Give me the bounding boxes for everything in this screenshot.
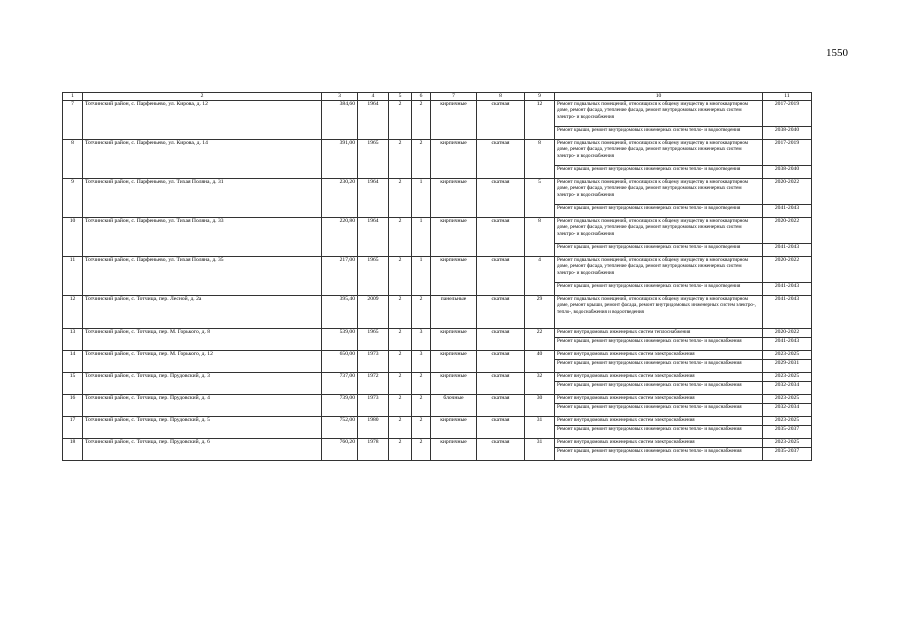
- work-period: 2041-2043: [763, 204, 812, 217]
- work-period: 2041-2043: [763, 282, 812, 295]
- table-row: [63, 372, 812, 381]
- house-address: Тотчинский район, с. Тотчица, пер. Лесной, д. 2а: [83, 295, 322, 328]
- work-description: Ремонт внутридомовых инженерных систем электроснабжения: [555, 394, 763, 403]
- work-description: Ремонт крыши, ремонт внутридомовых инженерных систем тепло- и водоснабжения: [555, 381, 763, 394]
- table-row: [63, 256, 812, 282]
- floors-count: 2: [389, 139, 412, 178]
- house-address: Тотчинский район, с. Парфеньево, ул. Тихая Поляна, д. 35: [83, 256, 322, 295]
- floors-count: 2: [389, 100, 412, 139]
- work-period: 2020-2022: [763, 217, 812, 243]
- house-address: Тотчинский район, с. Тотчица, пер. Прудовский, д. 6: [83, 438, 322, 460]
- work-description: Ремонт подвальных помещений, относящихся к общему имуществу в многоквартирном доме, ремонт фасада, утепление фасада, ремонт внутридомовых инженерных систем электро- и водоснабжения: [555, 256, 763, 282]
- wall-material: блочные: [431, 394, 477, 416]
- work-period: 2029-2031: [763, 359, 812, 372]
- work-period: 2041-2043: [763, 337, 812, 350]
- table-row: [63, 100, 812, 126]
- house-area: 217,00: [322, 256, 358, 295]
- house-area: 737,00: [322, 372, 358, 394]
- house-area: 384,60: [322, 100, 358, 139]
- house-area: 752,00: [322, 416, 358, 438]
- column-number: 3: [322, 93, 358, 101]
- roof-type: скатная: [477, 295, 525, 328]
- table-row: [63, 350, 812, 359]
- wall-material: кирпичные: [431, 256, 477, 295]
- work-period: 2023-2025: [763, 350, 812, 359]
- column-number: 7: [431, 93, 477, 101]
- roof-type: скатная: [477, 100, 525, 139]
- apartments-count: 32: [525, 372, 555, 394]
- wall-material: кирпичные: [431, 372, 477, 394]
- row-number: 13: [63, 328, 83, 350]
- apartments-count: 4: [525, 256, 555, 295]
- apartments-count: 30: [525, 394, 555, 416]
- work-period: 2017-2019: [763, 139, 812, 165]
- entrances-count: 3: [412, 328, 431, 350]
- house-area: 539,00: [322, 328, 358, 350]
- floors-count: 2: [389, 350, 412, 372]
- roof-type: скатная: [477, 139, 525, 178]
- work-description: Ремонт подвальных помещений, относящихся к общему имуществу в многоквартирном доме, ремонт фасада, утепление фасада, ремонт внутридомовых инженерных систем электро- и водоснабжения: [555, 100, 763, 126]
- house-area: 391,00: [322, 139, 358, 178]
- row-number: 15: [63, 372, 83, 394]
- row-number: 10: [63, 217, 83, 256]
- apartments-count: 40: [525, 350, 555, 372]
- house-area: 760,20: [322, 438, 358, 460]
- work-period: 2041-2043: [763, 243, 812, 256]
- column-number: 5: [389, 93, 412, 101]
- entrances-count: 2: [412, 100, 431, 139]
- house-area: 739,00: [322, 394, 358, 416]
- work-description: Ремонт крыши, ремонт внутридомовых инженерных систем тепло- и водоотведения: [555, 243, 763, 256]
- work-description: Ремонт крыши, ремонт внутридомовых инженерных систем тепло- и водоотведения: [555, 165, 763, 178]
- work-description: Ремонт крыши, ремонт внутридомовых инженерных систем тепло- и водоснабжения: [555, 447, 763, 460]
- column-number: 6: [412, 93, 431, 101]
- work-description: Ремонт крыши, ремонт внутридомовых инженерных систем тепло- и водоотведения: [555, 204, 763, 217]
- wall-material: кирпичные: [431, 217, 477, 256]
- build-year: 1980: [358, 416, 389, 438]
- wall-material: кирпичные: [431, 178, 477, 217]
- table-body: [63, 93, 812, 461]
- work-period: 2020-2022: [763, 328, 812, 337]
- table-row: [63, 416, 812, 425]
- apartments-count: 12: [525, 100, 555, 139]
- build-year: 1973: [358, 350, 389, 372]
- house-address: Тотчинский район, с. Тотчица, пер. Прудовский, д. 5: [83, 416, 322, 438]
- work-description: Ремонт подвальных помещений, относящихся к общему имуществу в многоквартирном доме, ремонт крыши, ремонт фасада, ремонт внутридомовых инженерных систем электро-, тепло-, водоснабжения и водоотведения: [555, 295, 763, 328]
- floors-count: 2: [389, 416, 412, 438]
- table-row: [63, 178, 812, 204]
- column-number: 4: [358, 93, 389, 101]
- table-row: [63, 328, 812, 337]
- table-row: [63, 438, 812, 447]
- work-description: Ремонт крыши, ремонт внутридомовых инженерных систем тепло- и водоснабжения: [555, 337, 763, 350]
- wall-material: кирпичные: [431, 416, 477, 438]
- work-description: Ремонт крыши, ремонт внутридомовых инженерных систем тепло- и водоснабжения: [555, 403, 763, 416]
- build-year: 1965: [358, 328, 389, 350]
- roof-type: скатная: [477, 394, 525, 416]
- house-area: 650,00: [322, 350, 358, 372]
- column-number: 10: [555, 93, 763, 101]
- work-period: 2038-2040: [763, 126, 812, 139]
- work-period: 2038-2040: [763, 165, 812, 178]
- house-address: Тотчинский район, с. Тотчица, пер. М. Горького, д. 12: [83, 350, 322, 372]
- apartments-count: 22: [525, 328, 555, 350]
- build-year: 2009: [358, 295, 389, 328]
- work-description: Ремонт внутридомовых инженерных систем электроснабжения: [555, 350, 763, 359]
- work-description: Ремонт подвальных помещений, относящихся к общему имуществу в многоквартирном доме, ремонт фасада, утепление фасада, ремонт внутридомовых инженерных систем электро- и водоснабжения: [555, 217, 763, 243]
- work-description: Ремонт внутридомовых инженерных систем электроснабжения: [555, 438, 763, 447]
- floors-count: 2: [389, 372, 412, 394]
- house-area: 220,80: [322, 217, 358, 256]
- work-description: Ремонт внутридомовых инженерных систем теплоснабжения: [555, 328, 763, 337]
- wall-material: кирпичные: [431, 438, 477, 460]
- entrances-count: 2: [412, 394, 431, 416]
- work-period: 2023-2025: [763, 438, 812, 447]
- entrances-count: 1: [412, 256, 431, 295]
- work-period: 2020-2022: [763, 256, 812, 282]
- build-year: 1965: [358, 139, 389, 178]
- work-period: 2035-2037: [763, 425, 812, 438]
- work-description: Ремонт крыши, ремонт внутридомовых инженерных систем тепло- и водоснабжения: [555, 359, 763, 372]
- page-number: 1550: [826, 47, 848, 59]
- roof-type: скатная: [477, 178, 525, 217]
- house-address: Тотчинский район, с. Тотчица, пер. Прудовский, д. 4: [83, 394, 322, 416]
- column-number: 8: [477, 93, 525, 101]
- entrances-count: 2: [412, 438, 431, 460]
- entrances-count: 1: [412, 178, 431, 217]
- roof-type: скатная: [477, 416, 525, 438]
- floors-count: 2: [389, 217, 412, 256]
- apartments-count: 8: [525, 139, 555, 178]
- wall-material: панельные: [431, 295, 477, 328]
- table-row: [63, 139, 812, 165]
- work-description: Ремонт крыши, ремонт внутридомовых инженерных систем тепло- и водоотведения: [555, 126, 763, 139]
- build-year: 1973: [358, 394, 389, 416]
- row-number: 8: [63, 139, 83, 178]
- floors-count: 2: [389, 256, 412, 295]
- house-address: Тотчинский район, с. Парфеньево, ул. Кирова, д. 12: [83, 100, 322, 139]
- work-description: Ремонт внутридомовых инженерных систем электроснабжения: [555, 416, 763, 425]
- wall-material: кирпичные: [431, 350, 477, 372]
- work-period: 2023-2025: [763, 416, 812, 425]
- entrances-count: 2: [412, 139, 431, 178]
- work-description: Ремонт подвальных помещений, относящихся к общему имуществу в многоквартирном доме, ремонт фасада, утепление фасада, ремонт внутридомовых инженерных систем электро- и водоснабжения: [555, 139, 763, 165]
- entrances-count: 2: [412, 372, 431, 394]
- row-number: 11: [63, 256, 83, 295]
- build-year: 1964: [358, 100, 389, 139]
- work-period: 2032-2034: [763, 381, 812, 394]
- column-number: 9: [525, 93, 555, 101]
- roof-type: скатная: [477, 256, 525, 295]
- row-number: 17: [63, 416, 83, 438]
- house-address: Тотчинский район, с. Парфеньево, ул. Тихая Поляна, д. 31: [83, 178, 322, 217]
- wall-material: кирпичные: [431, 139, 477, 178]
- column-number: 1: [63, 93, 83, 101]
- house-address: Тотчинский район, с. Тотчица, пер. М. Горького, д. 8: [83, 328, 322, 350]
- table-row: [63, 295, 812, 328]
- work-description: Ремонт крыши, ремонт внутридомовых инженерных систем тепло- и водоотведения: [555, 282, 763, 295]
- table-row: [63, 394, 812, 403]
- floors-count: 2: [389, 295, 412, 328]
- wall-material: кирпичные: [431, 328, 477, 350]
- work-period: 2023-2025: [763, 372, 812, 381]
- entrances-count: 2: [412, 416, 431, 438]
- roof-type: скатная: [477, 438, 525, 460]
- column-number: 11: [763, 93, 812, 101]
- floors-count: 2: [389, 394, 412, 416]
- apartments-count: 29: [525, 295, 555, 328]
- roof-type: скатная: [477, 217, 525, 256]
- house-address: Тотчинский район, с. Тотчица, пер. Прудовский, д. 3: [83, 372, 322, 394]
- work-period: 2035-2037: [763, 447, 812, 460]
- row-number: 14: [63, 350, 83, 372]
- floors-count: 2: [389, 178, 412, 217]
- house-area: 395,40: [322, 295, 358, 328]
- work-period: 2020-2022: [763, 178, 812, 204]
- build-year: 1972: [358, 372, 389, 394]
- row-number: 7: [63, 100, 83, 139]
- row-number: 9: [63, 178, 83, 217]
- roof-type: скатная: [477, 372, 525, 394]
- apartments-count: 31: [525, 438, 555, 460]
- house-area: 230,20: [322, 178, 358, 217]
- build-year: 1965: [358, 256, 389, 295]
- entrances-count: 3: [412, 350, 431, 372]
- apartments-count: 31: [525, 416, 555, 438]
- floors-count: 2: [389, 438, 412, 460]
- housing-register-table: [62, 92, 812, 461]
- build-year: 1964: [358, 217, 389, 256]
- entrances-count: 1: [412, 217, 431, 256]
- work-description: Ремонт крыши, ремонт внутридомовых инженерных систем тепло- и водоснабжения: [555, 425, 763, 438]
- roof-type: скатная: [477, 350, 525, 372]
- entrances-count: 2: [412, 295, 431, 328]
- table-row: [63, 217, 812, 243]
- build-year: 1978: [358, 438, 389, 460]
- build-year: 1964: [358, 178, 389, 217]
- apartments-count: 8: [525, 217, 555, 256]
- work-description: Ремонт подвальных помещений, относящихся к общему имуществу в многоквартирном доме, ремонт фасада, утепление фасада, ремонт внутридомовых инженерных систем электро- и водоснабжения: [555, 178, 763, 204]
- work-period: 2041-2043: [763, 295, 812, 328]
- house-address: Тотчинский район, с. Парфеньево, ул. Кирова, д. 14: [83, 139, 322, 178]
- apartments-count: 5: [525, 178, 555, 217]
- row-number: 18: [63, 438, 83, 460]
- floors-count: 2: [389, 328, 412, 350]
- house-address: Тотчинский район, с. Парфеньево, ул. Тихая Поляна, д. 33: [83, 217, 322, 256]
- work-description: Ремонт внутридомовых инженерных систем электроснабжения: [555, 372, 763, 381]
- work-period: 2032-2034: [763, 403, 812, 416]
- row-number: 16: [63, 394, 83, 416]
- work-period: 2017-2019: [763, 100, 812, 126]
- wall-material: кирпичные: [431, 100, 477, 139]
- column-number-row: [63, 93, 812, 101]
- work-period: 2023-2025: [763, 394, 812, 403]
- roof-type: скатная: [477, 328, 525, 350]
- column-number: 2: [83, 93, 322, 101]
- row-number: 12: [63, 295, 83, 328]
